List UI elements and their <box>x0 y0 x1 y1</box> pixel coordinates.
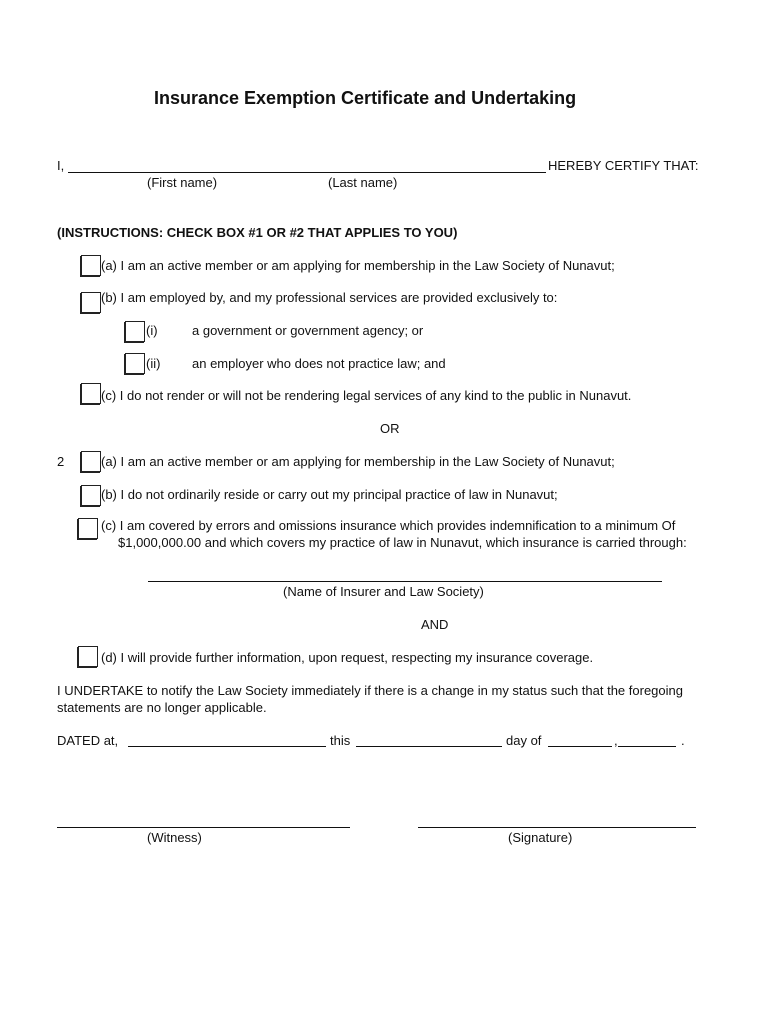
option-1b-ii-label: (ii) <box>146 356 161 371</box>
checkbox-2d[interactable] <box>78 646 98 667</box>
insurer-name-field[interactable] <box>148 581 662 582</box>
option-1b-i-label: (i) <box>146 323 158 338</box>
option-2-number: 2 <box>57 454 65 469</box>
checkbox-1b-ii[interactable] <box>125 353 145 374</box>
option-1b-i-text: a government or government agency; or <box>192 323 424 338</box>
undertake-text-line2: statements are no longer applicable. <box>57 700 267 715</box>
dated-prefix: DATED at, <box>57 733 119 748</box>
checkbox-1a[interactable] <box>81 255 101 276</box>
certify-suffix: HEREBY CERTIFY THAT: <box>548 158 699 173</box>
dated-day-field[interactable] <box>356 746 502 747</box>
checkbox-2b[interactable] <box>81 485 101 506</box>
witness-label: (Witness) <box>147 830 202 845</box>
option-1c-text: (c) I do not render or will not be rendering legal services of any kind to the public in Nunavut. <box>101 388 632 403</box>
insurer-field-label: (Name of Insurer and Law Society) <box>283 584 484 599</box>
option-1a-text: (a) I am an active member or am applying for membership in the Law Society of Nunavut; <box>101 258 615 273</box>
document-title: Insurance Exemption Certificate and Undertaking <box>154 88 577 108</box>
or-separator: OR <box>380 421 400 436</box>
and-separator: AND <box>421 617 449 632</box>
witness-field[interactable] <box>57 827 350 828</box>
undertake-text-line1: I UNDERTAKE to notify the Law Society immediately if there is a change in my status such that the foregoing <box>57 683 683 698</box>
last-name-label: (Last name) <box>328 175 398 190</box>
first-name-label: (First name) <box>147 175 218 190</box>
signature-field[interactable] <box>418 827 696 828</box>
signature-label: (Signature) <box>508 830 573 845</box>
dated-comma: , <box>614 733 618 748</box>
option-2a-text: (a) I am an active member or am applying for membership in the Law Society of Nunavut; <box>101 454 615 469</box>
dated-place-field[interactable] <box>128 746 326 747</box>
checkbox-1b[interactable] <box>81 292 101 313</box>
dated-day-of: day of <box>506 733 542 748</box>
option-1b-text: (b) I am employed by, and my professional services are provided exclusively to: <box>101 290 558 305</box>
instructions-heading: (INSTRUCTIONS: CHECK BOX #1 OR #2 THAT APPLIES TO YOU) <box>57 225 458 240</box>
checkbox-2a[interactable] <box>81 451 101 472</box>
dated-period: . <box>681 733 685 748</box>
certify-prefix: I, <box>57 158 65 173</box>
checkbox-2c[interactable] <box>78 518 98 539</box>
option-2c-text-line2: $1,000,000.00 and which covers my practice of law in Nunavut, which insurance is carried through: <box>118 535 687 550</box>
option-2d-text: (d) I will provide further information, upon request, respecting my insurance coverage. <box>101 650 594 665</box>
full-name-field[interactable] <box>68 172 546 173</box>
checkbox-1c[interactable] <box>81 383 101 404</box>
checkbox-1b-i[interactable] <box>125 321 145 342</box>
option-1b-ii-text: an employer who does not practice law; and <box>192 356 446 371</box>
dated-month-field[interactable] <box>548 746 612 747</box>
option-2c-text-line1: (c) I am covered by errors and omissions insurance which provides indemnification to a minimum Of <box>101 518 676 533</box>
option-2b-text: (b) I do not ordinarily reside or carry out my principal practice of law in Nunavut; <box>101 487 558 502</box>
dated-this: this <box>330 733 351 748</box>
dated-year-field[interactable] <box>618 746 676 747</box>
